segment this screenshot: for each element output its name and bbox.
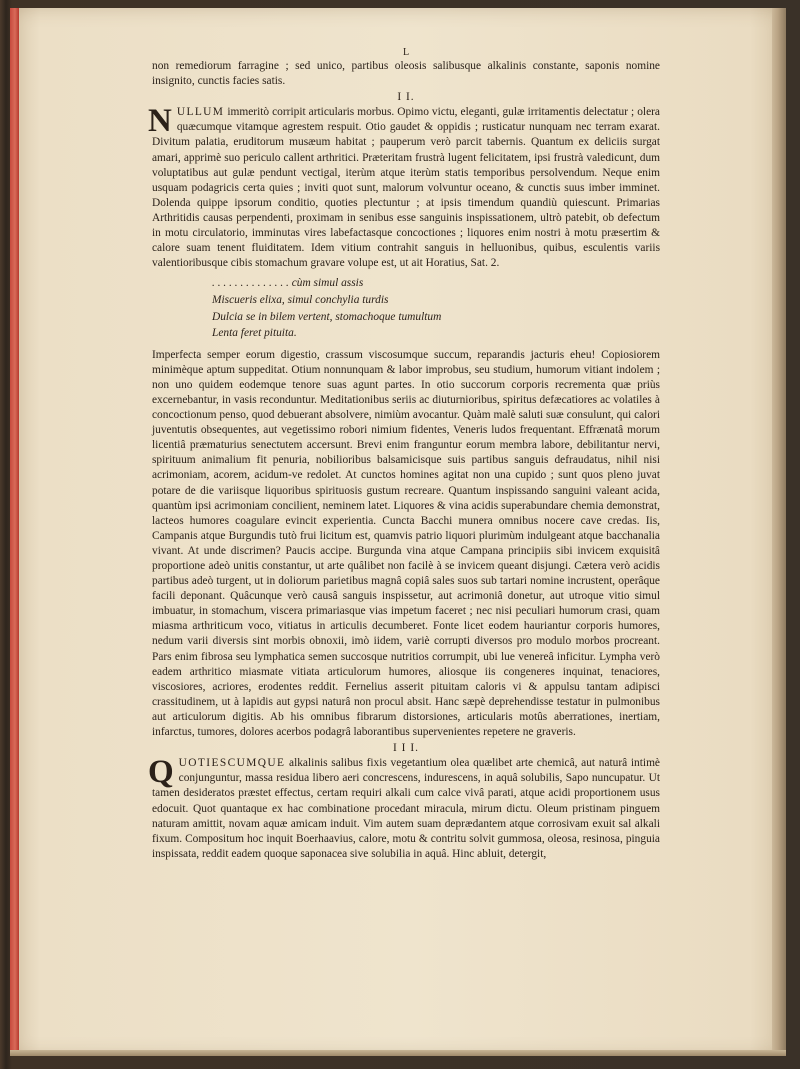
drop-cap-q: Q: [148, 754, 174, 791]
section-2-lead-word: ULLUM: [176, 106, 225, 119]
quote-line: Lenta feret pituita.: [212, 327, 297, 340]
section-3-lead-word: UOTIESCUMQUE: [178, 757, 286, 770]
horace-quotation: [212, 275, 660, 341]
quote-line: . . . . . . . . . . . . . . cùm simul assis: [212, 277, 364, 290]
section-3-text: alkalinis salibus fixis vegetantium olea quælibet arte chemicâ, aut naturâ intimè conjunguntur, massa residua libero aeri concrescens, indurescens, in aquâ solubilis, Sapo nuncupatur. Ut tamen desideratos præstet effectus, certam requiri alkali cum calce vivâ parati, atque acidi proportionem usus edocuit. Quot quantaque ex hac combinatione procedant miracula, mirum dictu. Oleum pristinam pinguem naturam amittit, novam aquæ amicam induit. Vim autem suam deprædantem atque corrosivam exuit sal alkali fixum. Compositum hoc inquit Boerhaavius, calore, motu & contritu solvit gummosa, oleosa, resinosa, pinguia inspissata, reddit eadem quoque saponacea sive solubilia in aquâ. Hinc abluit, detergit,: [152, 757, 660, 860]
page-gutter-edge: [772, 8, 786, 1056]
opening-paragraph: non remediorum farragine ; sed unico, partibus oleosis salibusque alkalinis constante, saponis nomine insignito, cunctis facies satis.: [152, 60, 660, 88]
quote-line: Miscueris elixa, simul conchylia turdis: [212, 293, 389, 306]
signature-mark: L: [402, 47, 410, 58]
page-bottom-edge: [10, 1050, 786, 1056]
section-number-3: I I I.: [393, 742, 419, 755]
page-text-block: [148, 47, 660, 862]
section-2-text: immeritò corripit articularis morbus. Opimo victu, eleganti, gulæ irritamentis delectatur ; olera quæcumque vitamque agrestem respuit. Otio gaudet & oppidis ; rusticatur nunquam nec terram exarat. Divitum palatia, eruditorum musæum habitat ; pauperum verò parcit tabernis. Quantum ex deliciis surgat amari, apprimè suo periculo callent arthritici. Præteritam frustrà lugent felicitatem, ipsi frustrà valedicunt, dum voluptatibus aut gulæ pendunt vectigal, iterùm atque iterùm statis temporibus persolvendum. Neque enim usquam podagricis certa quies ; inviti quot sunt, malorum volvuntur oceano, & cunctis suus imber imminet. Dolenda quippe ipsorum conditio, quoties plectuntur ; at ipsis timendum quandiù quiescunt. Primarias Arthritidis causas perpendenti, proximam in senibus esse sanguinis inspissationem, ultrò patebit, ob defectum in motu circulatorio, imminutas vires labefactasque concoctiones ; liquores enim nostri à motu præsertim & calore suam tenent fluiditatem. Idem vitium contrahit sanguis in helluonibus, quibus, esculentis variis valentioribusque cibis stomachum gravare volupe est, ut ait Horatius, Sat. 2.: [152, 106, 660, 270]
section-2-continuation: Imperfecta semper eorum digestio, crassum viscosumque succum, reparandis jacturis eheu! Copiosiorem minimèque aptum suppeditat. Otium nonnunquam & labor improbus, seu studium, humorum vitiant indolem ; non uno quidem eodemque tenore suas agunt partes. In otio succorum corporis recrementa quæ priùs excernebantur, in vasis reconduntur. Meditationibus seriis ac diuturnioribus, spiritus defæcatiores ac volatiles à concoctionum penso, quod debuerant absolvere, nimiùm avocantur. Quàm malè saluti suæ consulunt, qui calori juventutis obsequentes, aut vegetissimo robori nimium fidentes, Veneris ludos frequentant. Effrænatâ morum licentiâ præmaturius senectutem accersunt. Brevi enim franguntur eorum membra labore, debilitantur nervi, spirituum animalium fit penuria, nobilioribus balsamicisque suis partibus sanguis defraudatus, nihil nisi acrimoniam, acorem, acidum-ve redolet. At cunctos homines agitat non una cupido ; sunt quos pleno juvat potare de die variisque liquoribus spirituosis gustum recreare. Quantum inspissando sanguini valeant acida, quantùm ipsi acrimoniam concilient, neminem latet. Liquores & vina acidis superabundare chemia demonstrat, lacteos humores coagulare evincit experientia. Cuncta Bacchi munera omnibus nocere cave credas. Iis, Campanis atque Burgundis tutò frui licitum est, quamvis patrio liquori plurimùm indulgeant atque bacchanalia vivant. At unde discrimen? Paucis accipe. Burgunda vina atque Campana principiis sibi invicem exquisitâ proportione adeò unitis constantur, ut arte quâlibet non facilè à se invicem queant disjungi. Cætera verò acidis partibus adeò turgent, ut in doliorum parietibus magnâ copiâ sales suos sub tartari nomine incrustent, operâque facili deponant. Quâcunque verò causâ sanguis inspissetur, aut acrimoniâ donetur, aut utroque vitio simul imbuatur, in stomachum, viscera primariasque vias impetum faceret ; nec nisi peculiari humorum crasi, quam miasma arthriticum voco, vitiatus in articulis decumberet. Fonte licet eodem hauriantur corporis humores, nedum varii diversis sint morbis obnoxii, imò iidem, variè corrupti diversos pro modulo morbos procreant. Pars enim fibrosa seu lymphatica semen succosque nutritios corrumpit, ubi lue venereâ inficitur. Lympha verò eadem arthritico miasmate vitiata articulorum humores, aliosque iis congeneres inquinat, tenaciores, viscosiores, acriores, erodentes reddit. Fernelius asserit pituitam caloris vi & appulsu tantam adipisci crassitudinem, ut à lapidis aut gypsi naturâ non procul absit. Hanc sæpè deprehendisse testatur in pulmonibus aut articulorum digitis. Ab his omnibus fibrarum distorsiones, articularis motûs aberrationes, inertiam, infarctus, tumores, dolores acerbos podagrâ laborantibus supervenientes repetere ne graveris.: [152, 348, 660, 739]
section-3-paragraph: [148, 754, 660, 862]
drop-cap-n: N: [148, 103, 172, 140]
red-page-edge: [10, 8, 19, 1056]
section-2-paragraph: [148, 103, 660, 271]
quote-line: Dulcia se in bilem vertent, stomachoque tumultum: [212, 310, 442, 323]
section-number-2: I I.: [397, 91, 415, 104]
